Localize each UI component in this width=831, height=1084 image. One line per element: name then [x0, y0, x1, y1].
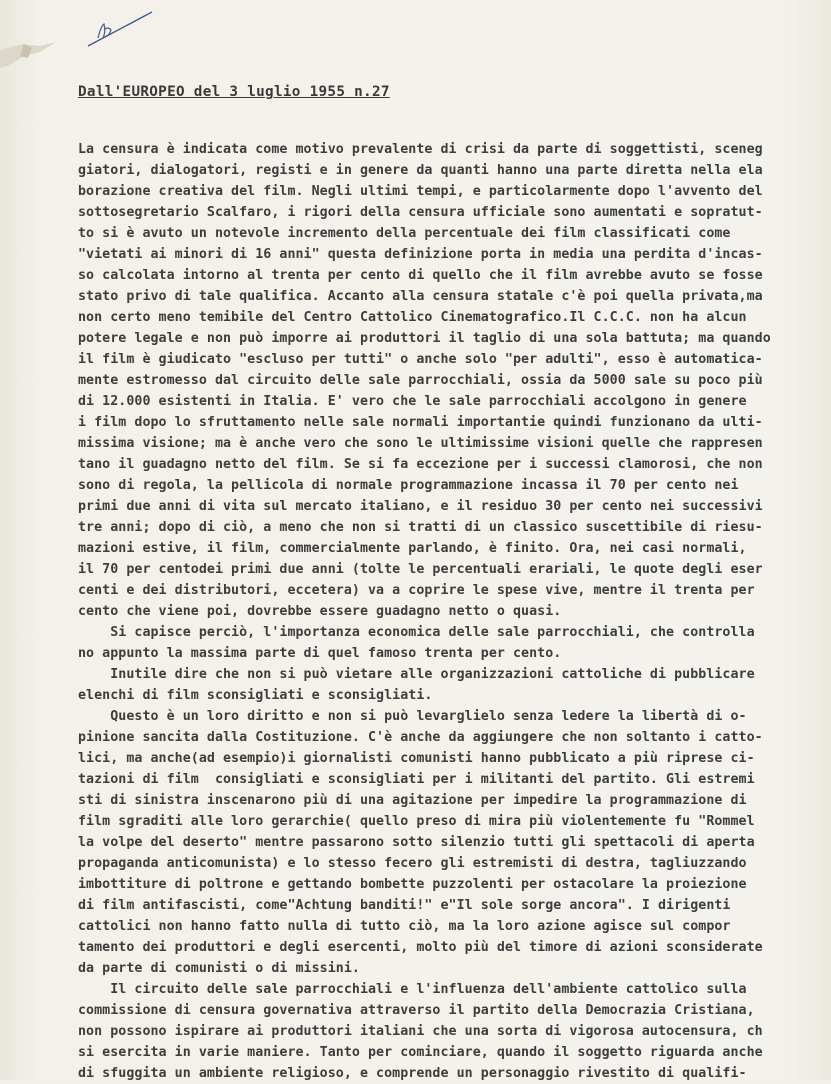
text-line: tamento dei produttori e degli esercenti, molto più del timore di azioni sconsiderate: [78, 940, 763, 955]
text-line: di sfuggita un ambiente religioso, e comprende un personaggio rivestito di qualifi-: [78, 1066, 747, 1081]
text-line: imbottiture di poltrone e gettando bombette puzzolenti per ostacolare la proiezione: [78, 877, 747, 892]
document-body: [78, 139, 818, 1084]
text-line: lici, ma anche(ad esempio)i giornalisti comunisti hanno pubblicato a più riprese ci-: [78, 751, 755, 766]
text-line: si esercita in varie maniere. Tanto per cominciare, quando il soggetto riguarda anche: [78, 1045, 763, 1060]
text-line: La censura è indicata come motivo prevalente di crisi da parte di soggettisti, sceneg: [78, 142, 763, 157]
text-line: so calcolata intorno al trenta per cento di quello che il film avrebbe avuto se fosse: [78, 268, 763, 283]
text-line: Inutile dire che non si può vietare alle organizzazioni cattoliche di pubblicare: [78, 667, 755, 682]
text-line: centi e dei distributori, eccetera) va a coprire le spese vive, mentre il trenta per: [78, 583, 755, 598]
text-line: tre anni; dopo di ciò, a meno che non si tratti di un classico suscettibile di riesu-: [78, 520, 763, 535]
text-line: non certo meno temibile del Centro Cattolico Cinematografico.Il C.C.C. non ha alcun: [78, 310, 747, 325]
text-line: pinione sancita dalla Costituzione. C'è anche da aggiungere che non soltanto i catto-: [78, 730, 763, 745]
text-line: potere legale e non può imporre ai produttori il taglio di una sola battuta; ma quando: [78, 331, 771, 346]
text-line: borazione creativa del film. Negli ultimi tempi, e particolarmente dopo l'avvento del: [78, 184, 763, 199]
text-line: propaganda anticomunista) e lo stesso fecero gli estremisti di destra, tagliuzzando: [78, 856, 747, 871]
text-line: sottosegretario Scalfaro, i rigori della censura ufficiale sono aumentati e sopratut-: [78, 205, 763, 220]
text-line: il film è giudicato "escluso per tutti" o anche solo "per adulti", esso è automatica-: [78, 352, 763, 367]
text-line: il 70 per centodei primi due anni (tolte le percentuali erariali, le quote degli eser: [78, 562, 763, 577]
text-line: cattolici non hanno fatto nulla di tutto ciò, ma la loro azione agisce sul compor: [78, 919, 731, 934]
text-line: di 12.000 esistenti in Italia. E' vero che le sale parrocchiali accolgono in genere: [78, 394, 747, 409]
text-line: elenchi di film sconsigliati e sconsigliati.: [78, 688, 433, 703]
text-line: primi due anni di vita sul mercato italiano, e il residuo 30 per cento nei successivi: [78, 499, 763, 514]
text-line: tazioni di film consigliati e sconsigliati per i militanti del partito. Gli estremi: [78, 772, 755, 787]
text-line: no appunto la massima parte di quel famoso trenta per cento.: [78, 646, 562, 661]
text-line: Si capisce perciò, l'importanza economica delle sale parrocchiali, che controlla: [78, 625, 755, 640]
text-line: to si è avuto un notevole incremento della percentuale dei film classificati come: [78, 226, 731, 241]
text-line: tano il guadagno netto del film. Se si fa eccezione per i successi clamorosi, che non: [78, 457, 763, 472]
text-line: mazioni estive, il film, commercialmente parlando, è finito. Ora, nei casi normali,: [78, 541, 747, 556]
text-line: sti di sinistra inscenarono più di una agitazione per impedire la programmazione di: [78, 793, 747, 808]
text-line: Il circuito delle sale parrocchiali e l'influenza dell'ambiente cattolico sulla: [78, 982, 747, 997]
handwritten-initials: [78, 8, 168, 48]
text-line: commissione di censura governativa attraverso il partito della Democrazia Cristiana,: [78, 1003, 755, 1018]
text-line: missima visione; ma è anche vero che sono le ultimissime visioni quelle che rappresen: [78, 436, 763, 451]
text-line: Questo è un loro diritto e non si può levarglielo senza ledere la libertà di o-: [78, 709, 747, 724]
text-line: la volpe del deserto" mentre passarono sotto silenzio tutti gli spettacoli di aperta: [78, 835, 755, 850]
text-line: sono di regola, la pellicola di normale programmazione incassa il 70 per cento nei: [78, 478, 739, 493]
text-line: mente estromesso dal circuito delle sale parrocchiali, ossia da 5000 sale su poco più: [78, 373, 763, 388]
text-line: giatori, dialogatori, registi e in genere da quanti hanno una parte diretta nella ela: [78, 163, 763, 178]
text-line: da parte di comunisti o di missini.: [78, 961, 360, 976]
text-line: di film antifascisti, come"Achtung banditi!" e"Il sole sorge ancora". I dirigenti: [78, 898, 731, 913]
text-line: stato privo di tale qualifica. Accanto alla censura statale c'è poi quella privata,ma: [78, 289, 763, 304]
text-line: cento che viene poi, dovrebbe essere guadagno netto o quasi.: [78, 604, 562, 619]
paper-tear-mark: [0, 36, 60, 76]
text-line: film sgraditi alle loro gerarchie( quello preso di mira più violentemente fu "Rommel: [78, 814, 755, 829]
document-header: Dall'EUROPEO del 3 luglio 1955 n.27: [78, 84, 390, 100]
text-line: i film dopo lo sfruttamento nelle sale normali importantie quindi funzionano da ulti-: [78, 415, 763, 430]
text-line: "vietati ai minori di 16 anni" questa definizione porta in media una perdita d'incas-: [78, 247, 763, 262]
text-line: non possono ispirare ai produttori italiani che una sorta di vigorosa autocensura, ch: [78, 1024, 763, 1039]
